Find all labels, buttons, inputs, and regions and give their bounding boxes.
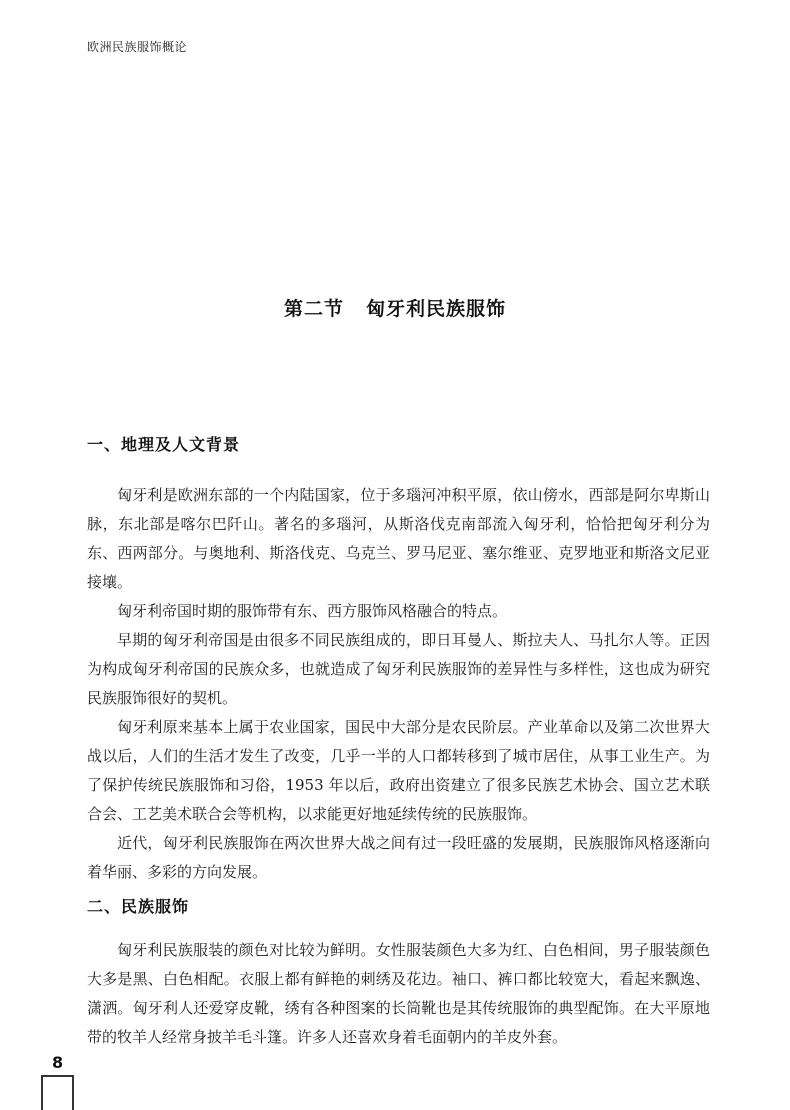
- running-header: 欧洲民族服饰概论: [87, 40, 188, 54]
- page-number-frame: [41, 1075, 74, 1110]
- subsection-heading-2: 二、民族服饰: [87, 897, 190, 916]
- section-title-text: 匈牙利民族服饰: [366, 298, 507, 320]
- page-number: 8: [52, 1053, 64, 1072]
- paragraph: 匈牙利原来基本上属于农业国家，国民中大部分是农民阶层。产业革命以及第二次世界大战以后，人们的生活才发生了改变，几乎一半的人口都转移到了城市居住，从事工业生产。为了保护传统民族服饰和习俗，1953 年以后，政府出资建立了很多民族艺术协会、国立艺术联合会、工艺美术联合会等机构，以求能更好地延续传统的民族服饰。: [87, 718, 710, 823]
- subsection-body-2: [87, 936, 710, 1052]
- section-number: 第二节: [283, 298, 344, 320]
- paragraph: 早期的匈牙利帝国是由很多不同民族组成的，即日耳曼人、斯拉夫人、马扎尔人等。正因为构成匈牙利帝国的民族众多，也就造成了匈牙利民族服饰的差异性与多样性，这也成为研究民族服饰很好的契机。: [87, 631, 710, 707]
- paragraph: 匈牙利是欧洲东部的一个内陆国家，位于多瑙河冲积平原，依山傍水，西部是阿尔卑斯山脉，东北部是喀尔巴阡山。著名的多瑙河，从斯洛伐克南部流入匈牙利，恰恰把匈牙利分为东、西两部分。与奥地利、斯洛伐克、乌克兰、罗马尼亚、塞尔维亚、克罗地亚和斯洛文尼亚接壤。: [87, 486, 710, 591]
- paragraph: 匈牙利帝国时期的服饰带有东、西方服饰风格融合的特点。: [117, 602, 508, 620]
- paragraph: 匈牙利民族服装的颜色对比较为鲜明。女性服装颜色大多为红、白色相间，男子服装颜色大多是黑、白色相配。衣服上都有鲜艳的刺绣及花边。袖口、裤口都比较宽大，看起来飘逸、潇洒。匈牙利人还爱穿皮靴，绣有各种图案的长筒靴也是其传统服饰的典型配饰。在大平原地带的牧羊人经常身披羊毛斗篷。许多人还喜欢身着毛面朝内的羊皮外套。: [87, 941, 710, 1046]
- paragraph: 近代，匈牙利民族服饰在两次世界大战之间有过一段旺盛的发展期，民族服饰风格逐渐向着华丽、多彩的方向发展。: [87, 834, 710, 881]
- section-title: [0, 294, 790, 321]
- subsection-body-1: [87, 481, 710, 887]
- subsection-heading-1: 一、地理及人文背景: [87, 435, 241, 454]
